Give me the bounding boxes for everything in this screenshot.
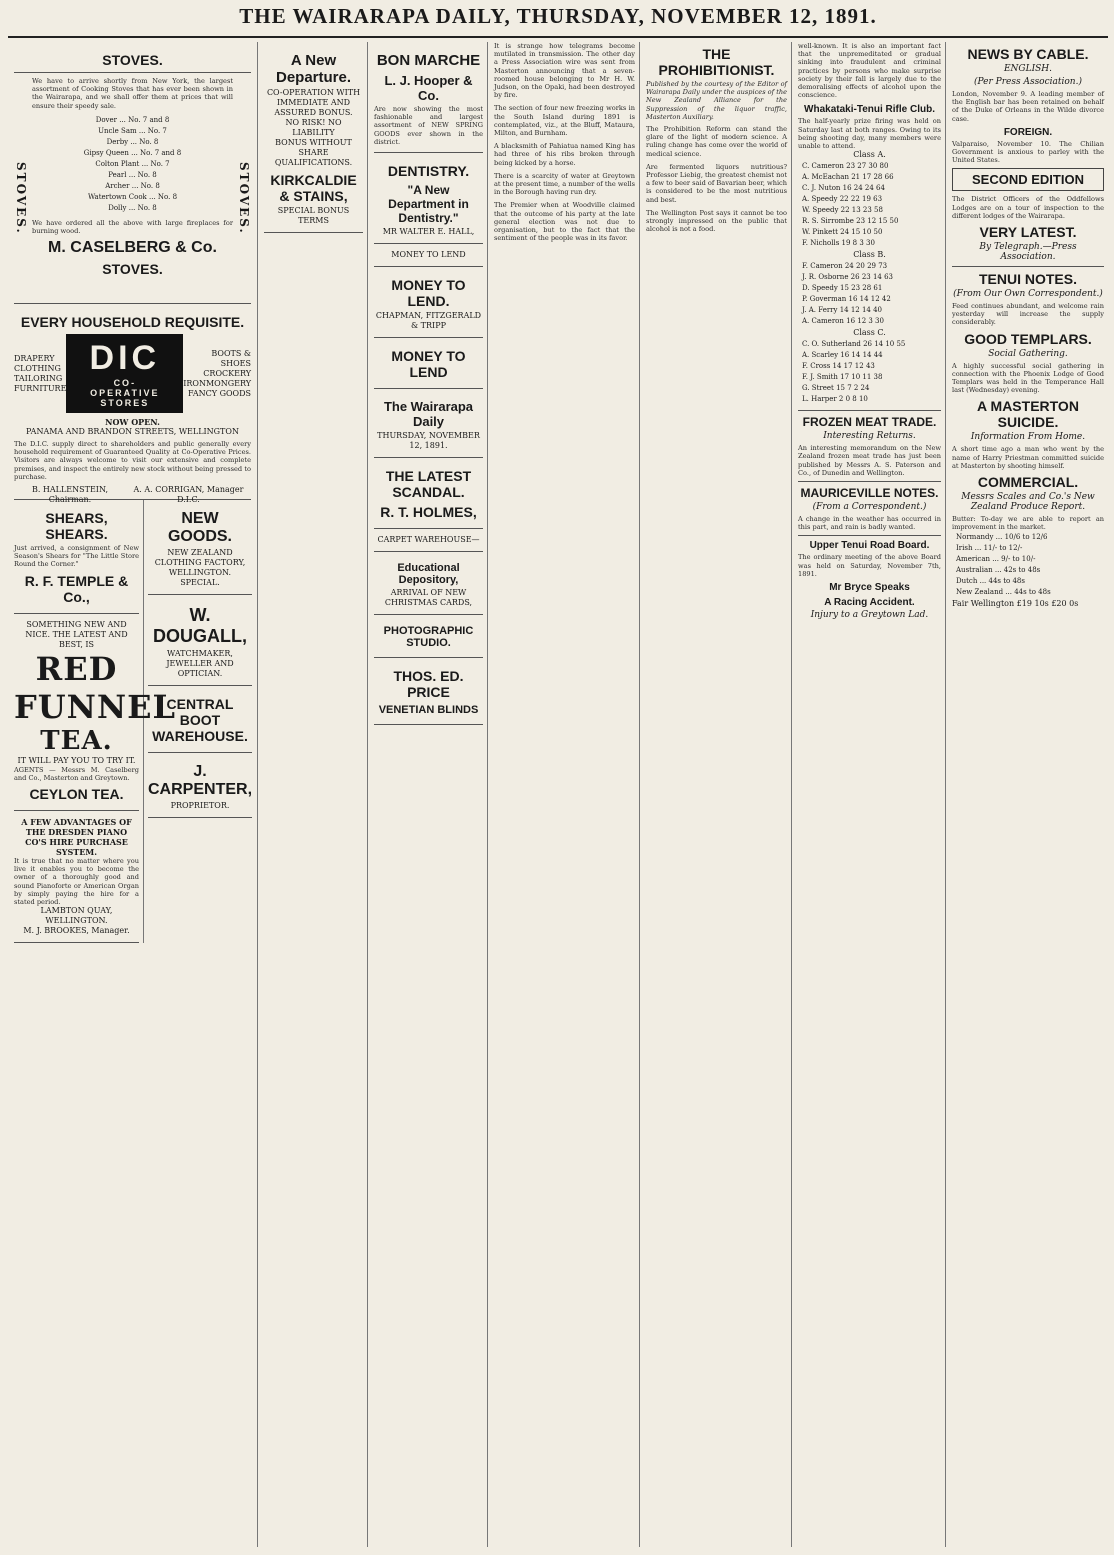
carpet-ad — [374, 529, 483, 552]
second-edition: SECOND EDITION — [952, 168, 1104, 191]
score-row: W. Pinkett 24 15 10 50 — [802, 228, 883, 237]
kirkcaldie: KIRKCALDIE & STAINS, — [270, 172, 357, 204]
score-row: G. Street 15 7 2 24 — [802, 384, 870, 393]
money-ad-1 — [374, 244, 483, 267]
good-templars: GOOD TEMPLARS. — [964, 330, 1092, 347]
photo-ad — [374, 615, 483, 658]
wairarapa-daily: The Wairarapa Daily — [383, 399, 474, 430]
tea-ad — [14, 614, 177, 811]
price: THOS. ED. PRICE — [393, 668, 464, 701]
educational-ad — [374, 552, 483, 615]
foreign: FOREIGN. — [1003, 126, 1053, 138]
commercial-body: Butter: To-day we are able to report an improvement in the market. — [952, 515, 1104, 532]
stove-item: Colton Plant ... No. 7 — [95, 159, 170, 168]
chapman: CHAPMAN, FITZGERALD & TRIPP — [375, 311, 482, 331]
maur-body: A change in the weather has occurred in this part, and rain is badly wanted. — [798, 515, 941, 532]
holmes: R. T. HOLMES, — [380, 504, 477, 521]
frozen-body: An interesting memorandum on the New Zealand frozen meat trade has just been published by Messrs A. S. Paterson and Co., of Dunedin and Wellington. — [798, 444, 941, 477]
something-new: SOMETHING NEW AND NICE. THE LATEST AND BEST, IS — [25, 619, 128, 649]
stoves-side-left: STOVES. — [14, 162, 28, 235]
new-goods-ad — [148, 500, 252, 595]
score-row: F. Cross 14 17 12 43 — [802, 362, 875, 371]
price-row: Australian ... 42s to 48s — [956, 566, 1041, 575]
fair: Fair Wellington £19 10s £20 0s — [952, 599, 1079, 609]
body-paragraph: The Wellington Post says it cannot be too strongly impressed on the public that alcohol is not a food. — [646, 208, 787, 234]
foreign-body: Valparaiso, November 10. The Chilian Government is anxious to parley with the United States. — [952, 139, 1104, 165]
column-g — [948, 42, 1108, 1547]
tea: TEA. — [40, 725, 113, 756]
tenui-body: Feed continues abundant, and welcome rain yesterday will increase the supply considerably. — [952, 302, 1104, 327]
frozen-meat: FROZEN MEAT TRADE. — [802, 415, 937, 430]
new-departure: A New Departure. — [275, 52, 352, 86]
price-row: Irish ... 11/- to 12/- — [956, 544, 1023, 553]
new-departure-ad — [264, 42, 363, 233]
mauriceville: MAURICEVILLE NOTES. — [800, 486, 939, 501]
lambton: LAMBTON QUAY, WELLINGTON. — [40, 906, 113, 926]
score-row: J. A. Ferry 14 12 14 40 — [802, 306, 883, 315]
stoves-firm: M. CASELBERG & Co. — [48, 239, 217, 257]
prohibitionist: THE PROHIBITIONIST. — [658, 46, 775, 78]
cable-body: London, November 9. A leading member of the English bar has been retained on behalf of the Duke of Orleans in the Wilde divorce case. — [952, 90, 1104, 123]
stoves-body: We have to arrive shortly from New York, the largest assortment of Cooking Stoves that has ever been shown in the Wairarapa, and we shall offer them at prices that will ensure their speedy sale. — [32, 77, 233, 110]
second-body: The District Officers of the Oddfellows Lodges are on a tour of inspection to the different lodges of the Wairarapa. — [952, 195, 1104, 220]
carpenter-sub: PROPRIETOR. — [170, 801, 230, 810]
score-row: J. R. Osborne 26 23 14 63 — [802, 273, 893, 282]
score-row: A. McEachan 21 17 28 66 — [802, 173, 894, 182]
small-masthead — [374, 389, 483, 458]
score-row: C. Cameron 23 27 30 80 — [802, 162, 889, 171]
money-ad-2 — [374, 267, 483, 338]
dentistry-ad — [374, 153, 483, 244]
stove-item: Pearl ... No. 8 — [108, 170, 157, 179]
no-risk: NO RISK! NO LIABILITY — [285, 118, 342, 137]
tenui-notes: TENUI NOTES. — [978, 271, 1077, 288]
arrival: ARRIVAL OF NEW CHRISTMAS CARDS, — [384, 588, 473, 608]
dentistry: DENTISTRY. — [387, 163, 470, 180]
body-paragraph: The Premier when at Woodville claimed that the outcome of his party at the late general election was not due to organisation, but to the fact that the sentiment of the people was in its favor. — [494, 201, 635, 243]
red-funnel: RED FUNNEL — [14, 649, 177, 726]
class-a-table — [798, 160, 941, 250]
newspaper-page — [8, 0, 1108, 1555]
rifle-body: The half-yearly prize firing was held on Saturday last at both ranges. Owing to its being shooting day, many members were unable to attend. — [798, 117, 941, 151]
score-row: F. Cameron 24 20 29 73 — [802, 262, 888, 271]
score-row: F. J. Smith 17 10 11 38 — [802, 373, 883, 382]
shears-body: Just arrived, a consignment of New Season's Shears for "The Little Store Round the Corner." — [14, 544, 139, 569]
price-row: Normandy ... 10/6 to 12/6 — [956, 533, 1048, 542]
class-a: Class A. — [853, 150, 886, 160]
body-paragraph: The Prohibition Reform can stand the glare of the light of modern science. A ruling change has come over the world of medical science. — [646, 125, 787, 158]
price-ad — [374, 658, 483, 725]
central-boot: CENTRAL BOOT WAREHOUSE. — [152, 696, 248, 744]
bon-marche-ad — [374, 42, 483, 153]
upper-body: The ordinary meeting of the above Board was held on Saturday, November 7th, 1891. — [798, 553, 941, 578]
very-sub: By Telegraph.—Press Association. — [979, 242, 1077, 263]
shears-ad — [14, 500, 139, 614]
dresden-ad — [14, 811, 139, 943]
hooper-body: Are now showing the most fashionable and largest assortment of NEW SPRING GOODS ever shown in the district. — [374, 105, 483, 146]
price-row: New Zealand ... 44s to 48s — [956, 588, 1051, 597]
latest-scandal: THE LATEST SCANDAL. — [385, 468, 472, 501]
stoves-list — [32, 114, 233, 215]
stove-item: Dover ... No. 7 and 8 — [95, 115, 170, 124]
dic-dept: TAILORING — [14, 373, 63, 383]
score-row: A. Cameron 16 12 3 30 — [802, 317, 884, 326]
bryce: Mr Bryce Speaks — [829, 582, 910, 594]
score-row: A. Speedy 22 22 19 63 — [802, 195, 883, 204]
commercial-sub: Messrs Scales and Co.'s New Zealand Produce Report. — [961, 492, 1095, 513]
dic-sign-left: B. HALLENSTEIN, Chairman. — [31, 485, 108, 505]
new-goods: NEW GOODS. — [167, 510, 232, 545]
masthead-title: THE WAIRARAPA DAILY, THURSDAY, NOVEMBER 12, 1891. — [239, 4, 877, 28]
stoves-note: We have ordered all the above with large fireplaces for burning wood. — [32, 218, 233, 236]
dic-heading: EVERY HOUSEHOLD REQUISITE. — [20, 314, 245, 330]
tea-sub: IT WILL PAY YOU TO TRY IT. — [17, 755, 136, 765]
stove-item: Dolly ... No. 8 — [108, 203, 157, 212]
body-paragraph: Are fermented liquors nutritious? Professor Liebig, the greatest chemist not a few to beer said of Bavarian beer, which is considered to be the most nutritious and best. — [646, 162, 787, 204]
press-assoc: (Per Press Association.) — [974, 77, 1082, 87]
hooper: L. J. Hooper & Co. — [384, 73, 473, 103]
dic-body: The D.I.C. supply direct to shareholders and public generally every household requirement of Guaranteed Quality at Co-Operative Prices. Visitors are always welcome to visit our extensive and complete premises, and inspect the entirely new stock without being pressed to purchase. — [14, 440, 251, 481]
photographic: PHOTOGRAPHIC STUDIO. — [383, 625, 474, 650]
bon-marche: BON MARCHE — [376, 52, 481, 69]
dresden-body: It is true that no matter where you live it enables you to become the owner of a thoroughly good and sound Pianoforte or American Organ by simply paying the hire for a stated period. — [14, 857, 139, 907]
nz-clothing: NEW ZEALAND CLOTHING FACTORY, WELLINGTON. — [154, 548, 246, 577]
score-row: L. Harper 2 0 8 10 — [802, 395, 868, 404]
body-paragraph: A blacksmith of Pahiatua named King has had three of his ribs broken through being kicked by a horse. — [494, 142, 635, 167]
date-line: THURSDAY, NOVEMBER 12, 1891. — [377, 431, 480, 451]
dic-ad — [14, 304, 251, 505]
english: ENGLISH. — [1003, 64, 1053, 74]
suicide-sub: Information From Home. — [970, 432, 1086, 443]
score-row: P. Goverman 16 14 12 42 — [802, 295, 891, 304]
rifle-club: Whakataki-Tenui Rifle Club. — [804, 104, 935, 116]
prohibitionist-sub: Published by the courtesy of the Editor of Wairarapa Daily under the auspices of the New Zealand Alliance for the Suppression of the liquor traffic, Masterton Auxiliary. — [646, 80, 787, 121]
carpenter-ad — [148, 753, 252, 818]
body-paragraph: It is strange how telegrams become mutilated in transmission. The other day a Press Association wire was sent from Masterton announcing that a seven-roomed house belonging to Mr H. W. Judson, on the Opaki, had been destroyed by fire. — [494, 42, 635, 100]
lambton-manager: M. J. BROOKES, Manager. — [23, 926, 130, 936]
dic-dept: FANCY GOODS — [188, 388, 251, 398]
body-paragraph: The section of four new freezing works in the South Island during 1891 is contemplated, viz., at the Bluff, Mataura, Milton, and Burnham. — [494, 104, 635, 138]
prices-table — [952, 531, 1104, 599]
score-row: C. O. Sutherland 26 14 10 55 — [802, 340, 906, 349]
money-lend-2: MONEY TO LEND. — [391, 277, 466, 310]
score-row: A. Scarley 16 14 14 44 — [802, 351, 883, 360]
masthead — [8, 4, 1108, 38]
dic-address: PANAMA AND BRANDON STREETS, WELLINGTON — [26, 427, 239, 436]
special-bonus: SPECIAL BONUS TERMS — [277, 206, 350, 225]
scandal-ad — [374, 458, 483, 529]
dic-now-open: NOW OPEN. — [105, 417, 160, 427]
body-paragraph: There is a scarcity of water at Greytown at the present time, a number of the wells in the Borough having run dry. — [494, 171, 635, 197]
money-lend: MONEY TO LEND — [391, 250, 466, 260]
suicide-body: A short time ago a man who went by the name of Harry Priestman committed suicide at Masterton by shooting himself. — [952, 445, 1104, 470]
price-row: American ... 9/- to 10/- — [956, 555, 1036, 564]
bonus: BONUS WITHOUT SHARE QUALIFICATIONS. — [274, 138, 353, 167]
column-f — [794, 42, 946, 1547]
dic-dept: BOOTS & SHOES — [211, 348, 251, 368]
venetian: VENETIAN BLINDS — [378, 704, 479, 717]
templars-sub: Social Gathering. — [988, 348, 1068, 359]
tenui-sub: (From Our Own Correspondent.) — [953, 289, 1103, 300]
frozen-sub: Interesting Returns. — [823, 431, 916, 442]
dougall-ad — [148, 595, 252, 686]
stove-item: Archer ... No. 8 — [105, 181, 160, 190]
price-row: Dutch ... 44s to 48s — [956, 577, 1025, 586]
money-lend-3: MONEY TO LEND — [391, 348, 466, 381]
dougall-sub: WATCHMAKER, JEWELLER AND OPTICIAN. — [166, 649, 234, 678]
carpet: CARPET WAREHOUSE— — [377, 535, 480, 545]
money-ad-3 — [374, 338, 483, 389]
score-row: F. Nicholls 19 8 3 30 — [802, 239, 875, 248]
dic-logo: DIC CO-OPERATIVE STORES — [66, 334, 183, 413]
dic-dept: DRAPERY — [14, 353, 55, 363]
stove-item: Gipsy Queen ... No. 7 and 8 — [83, 148, 182, 157]
ceylon-tea: CEYLON TEA. — [29, 786, 124, 803]
column-b — [260, 42, 368, 1547]
dic-dept: CLOTHING — [14, 363, 61, 373]
commercial: COMMERCIAL. — [977, 474, 1079, 491]
new-dept-dentistry: "A New Department in Dentistry." — [388, 183, 469, 226]
class-b: Class B. — [853, 250, 886, 260]
coop-heading: CO-OPERATION WITH IMMEDIATE AND ASSURED BONUS. — [266, 88, 361, 117]
dic-dept: FURNITURE — [14, 383, 67, 393]
class-c-table — [798, 338, 941, 406]
carpenter: J. CARPENTER, — [148, 763, 253, 798]
dougall: W. DOUGALL, — [153, 605, 247, 646]
dic-dept: CROCKERY — [203, 368, 251, 378]
dresden-heading: A FEW ADVANTAGES OF THE DRESDEN PIANO CO'S HIRE PURCHASE SYSTEM. — [21, 817, 132, 858]
central-boot-ad — [148, 686, 252, 753]
masterton-suicide: A MASTERTON SUICIDE. — [977, 398, 1079, 431]
temple-name: R. F. TEMPLE & Co., — [24, 572, 129, 605]
upper-tenui: Upper Tenui Road Board. — [809, 540, 930, 552]
column-a — [8, 42, 258, 1547]
class-b-table — [798, 260, 941, 328]
templars-body: A highly successful social gathering in connection with the Phoenix Lodge of Good Templars was held in the Temperance Hall last (Wednesday) evening. — [952, 361, 1104, 395]
score-row: D. Speedy 15 23 28 61 — [802, 284, 883, 293]
news-by-cable: NEWS BY CABLE. — [967, 46, 1089, 62]
very-latest: VERY LATEST. — [979, 224, 1077, 241]
stove-item: Uncle Sam ... No. 7 — [98, 126, 167, 135]
stoves-side-right: STOVES. — [237, 162, 251, 235]
class-c: Class C. — [853, 328, 886, 338]
special: SPECIAL. — [180, 578, 220, 587]
score-row: W. Speedy 22 13 23 58 — [802, 206, 883, 215]
stoves-title: STOVES. — [102, 52, 163, 68]
shears-heading: SHEARS, SHEARS. — [45, 510, 108, 542]
stove-item: Watertown Cook ... No. 8 — [87, 192, 178, 201]
column-c — [370, 42, 488, 1547]
score-row: R. S. Sirrombe 23 12 15 50 — [802, 217, 899, 226]
stoves-footer: STOVES. — [102, 261, 163, 278]
dic-sign-right: A. A. CORRIGAN, Manager D.I.C. — [133, 485, 244, 505]
stoves-ad — [14, 42, 251, 304]
accident: A Racing Accident. — [824, 597, 915, 609]
accident-sub: Injury to a Greytown Lad. — [810, 610, 929, 621]
body-paragraph: well-known. It is also an important fact that the unpremeditated or gradual sinking into fraudulent and criminal practices by persons who make surprise society by their fall is largely due to the demoralising effects of alcohol upon the conscience. — [798, 42, 941, 100]
walter-hall: MR WALTER E. HALL, — [382, 227, 475, 237]
maur-sub: (From a Correspondent.) — [812, 502, 927, 513]
stove-item: Derby ... No. 8 — [106, 137, 159, 146]
dic-dept: IRONMONGERY — [183, 378, 251, 388]
column-e — [642, 42, 792, 1547]
column-d — [490, 42, 640, 1547]
score-row: C. J. Nuton 16 24 24 64 — [802, 184, 885, 193]
tea-agents: AGENTS — Messrs M. Caselberg and Co., Masterton and Greytown. — [14, 765, 139, 782]
educational: Educational Depository, — [397, 562, 460, 587]
